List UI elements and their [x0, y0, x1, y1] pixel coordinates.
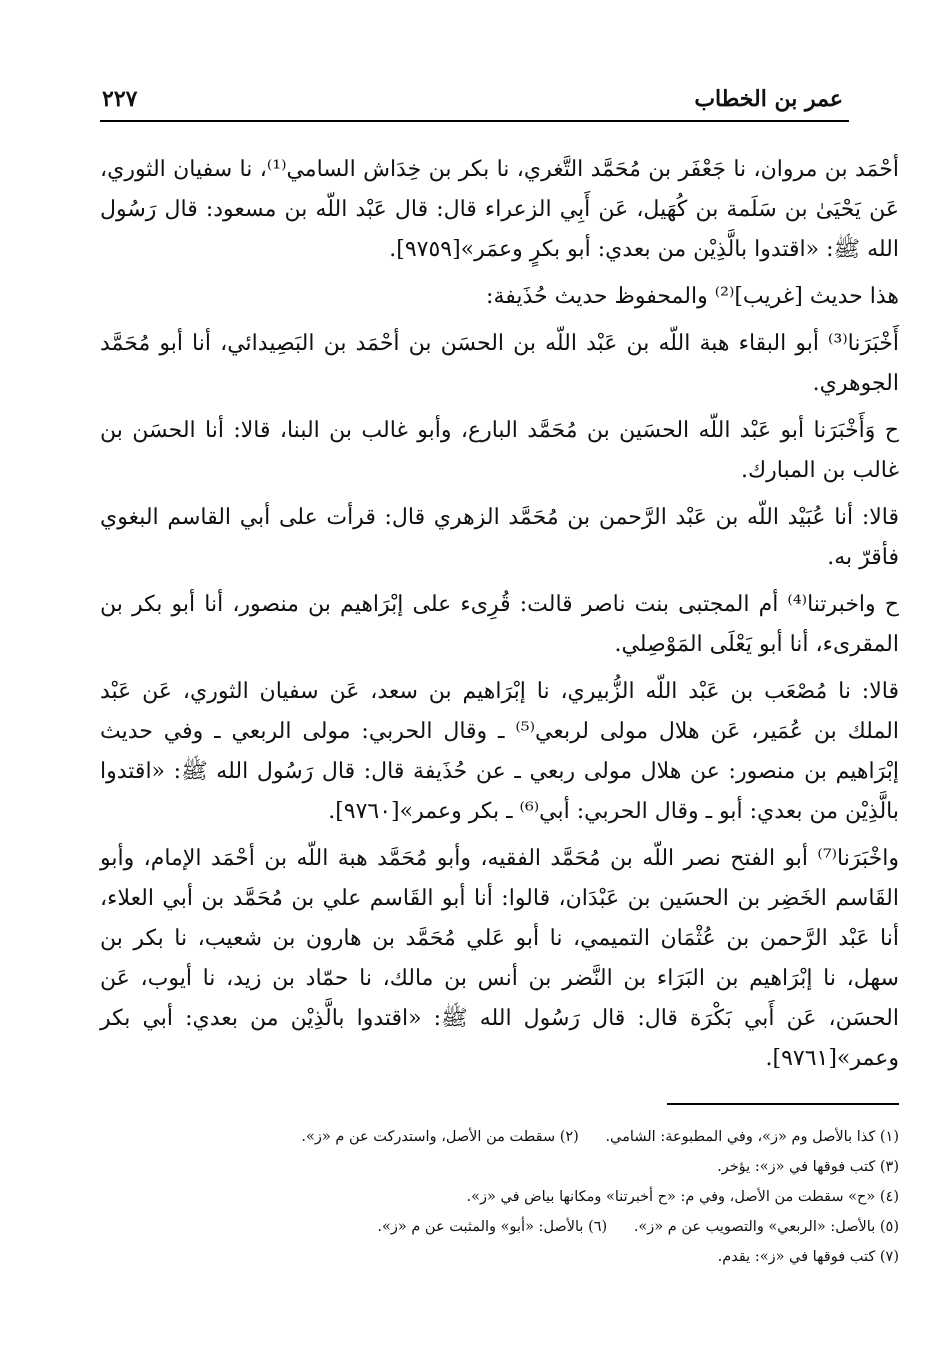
paragraph: أَخْبَرَنا⁽³⁾ أبو البقاء هبة اللّه بن عَبْد اللّه بن الحسَن بن أحْمَد بن البَصِيدائي، أنا أبو مُحَمَّد الجوهري. — [100, 331, 899, 396]
running-header — [100, 80, 849, 122]
paragraph: ح واخبرتنا⁽⁴⁾ أم المجتبى بنت ناصر قالت: قُرِىء على إبْرَاهيم بن منصور، أنا أبو بكر بن المقرىء، أنا أبو يَعْلَى المَوْصِلي. — [100, 592, 899, 657]
running-title: عمر بن الخطاب — [694, 86, 843, 112]
footnote: (٧) كتب فوقها في «ز»: يقدم. — [717, 1249, 899, 1265]
paragraph: ح وَأَخْبَرَنا أبو عَبْد اللّه الحسَين بن مُحَمَّد البارع، وأبو غالب بن البنا، قالا: أنا الحسَن بن غالب بن المبارك. — [100, 418, 899, 483]
paragraph: واخْبَرَنا⁽⁷⁾ أبو الفتح نصر اللّه بن مُحَمَّد الفقيه، وأبو مُحَمَّد هبة اللّه بن أحْمَد الإمام، وأبو القَاسم الخَضِر بن الحسَين بن عَبْدَان، قالوا: أنا أبو القَاسم علي بن مُحَمَّد بن أبي العلاء، أنا عَبْد الرَّحمن بن عُثْمَان التميمي، نا أبو عَلي مُحَمَّد بن هارون بن شعيب، نا بكر بن سهل، نا إبْرَاهيم بن البَرَاء بن النَّضر بن أنس بن مالك، نا حمّاد بن زيد، نا أيوب، عَن الحسَن، عَن أَبي بَكْرَة قال: قال رَسُول الله ﷺ: «اقتدوا بالَّذِيْن من بعدي: أبي بكر وعمر»[٩٧٦١]. — [100, 846, 899, 1071]
footnote: (٦) بالأصل: «أبو» والمثبت عن م «ز». — [377, 1219, 608, 1235]
footnote: (٣) كتب فوقها في «ز»: يؤخر. — [717, 1159, 899, 1175]
footnote: (١) كذا بالأصل وم «ز»، وفي المطبوعة: الشامي. — [605, 1129, 899, 1145]
page-number: ٢٢٧ — [102, 86, 138, 112]
footnote: (٢) سقطت من الأصل، واستدركت عن م «ز». — [301, 1129, 579, 1145]
paragraph: قالا: أنا عُبَيْد اللّه بن عَبْد الرَّحمن بن مُحَمَّد الزهري قال: قرأت على أبي القاسم البغوي فأقرّ به. — [100, 505, 899, 570]
footnote-row — [100, 1152, 899, 1182]
footnote-row — [100, 1242, 899, 1272]
footnote-row — [100, 1122, 899, 1152]
footnote: (٥) بالأصل: «الربعي» والتصويب عن م «ز». — [633, 1219, 899, 1235]
paragraph: قالا: نا مُصْعَب بن عَبْد اللّه الزُّبيري، نا إبْرَاهيم بن سعد، عَن سفيان الثوري، عَن عَبْد الملك بن عُمَير، عَن هلال مولى لربعي⁽⁵⁾ ـ وقال الحربي: مولى الربعي ـ وفي حديث إبْرَاهيم بن منصور: عن هلال مولى ربعي ـ عن حُذَيفة قال: قال رَسُول الله ﷺ: «اقتدوا بالَّذِيْن من بعدي: أبو ـ وقال الحربي: أبي⁽⁶⁾ ـ بكر وعمر»[٩٧٦٠]. — [100, 679, 899, 824]
footnote-row — [100, 1182, 899, 1212]
main-text — [100, 150, 899, 1086]
footnote-row — [100, 1212, 899, 1242]
paragraph: هذا حديث [غريب]⁽²⁾ والمحفوظ حديث حُذَيفة: — [486, 284, 899, 309]
footnote-separator — [667, 1103, 899, 1105]
footnotes — [100, 1122, 899, 1272]
footnote: (٤) «ح» سقطت من الأصل، وفي م: «ح أخبرتنا» ومكانها بياض في «ز». — [466, 1189, 899, 1205]
paragraph: أحْمَد بن مروان، نا جَعْفَر بن مُحَمَّد التَّغري، نا بكر بن خِدَاش السامي⁽¹⁾، نا سفيان الثوري، عَن يَحْيَىٰ بن سَلَمة بن كُهَيل، عَن أَبِي الزعراء قال: قال عَبْد اللّه بن مسعود: قال رَسُول الله ﷺ: «اقتدوا بالَّذِيْن من بعدي: أبو بكرٍ وعمَر»[٩٧٥٩]. — [100, 157, 899, 262]
